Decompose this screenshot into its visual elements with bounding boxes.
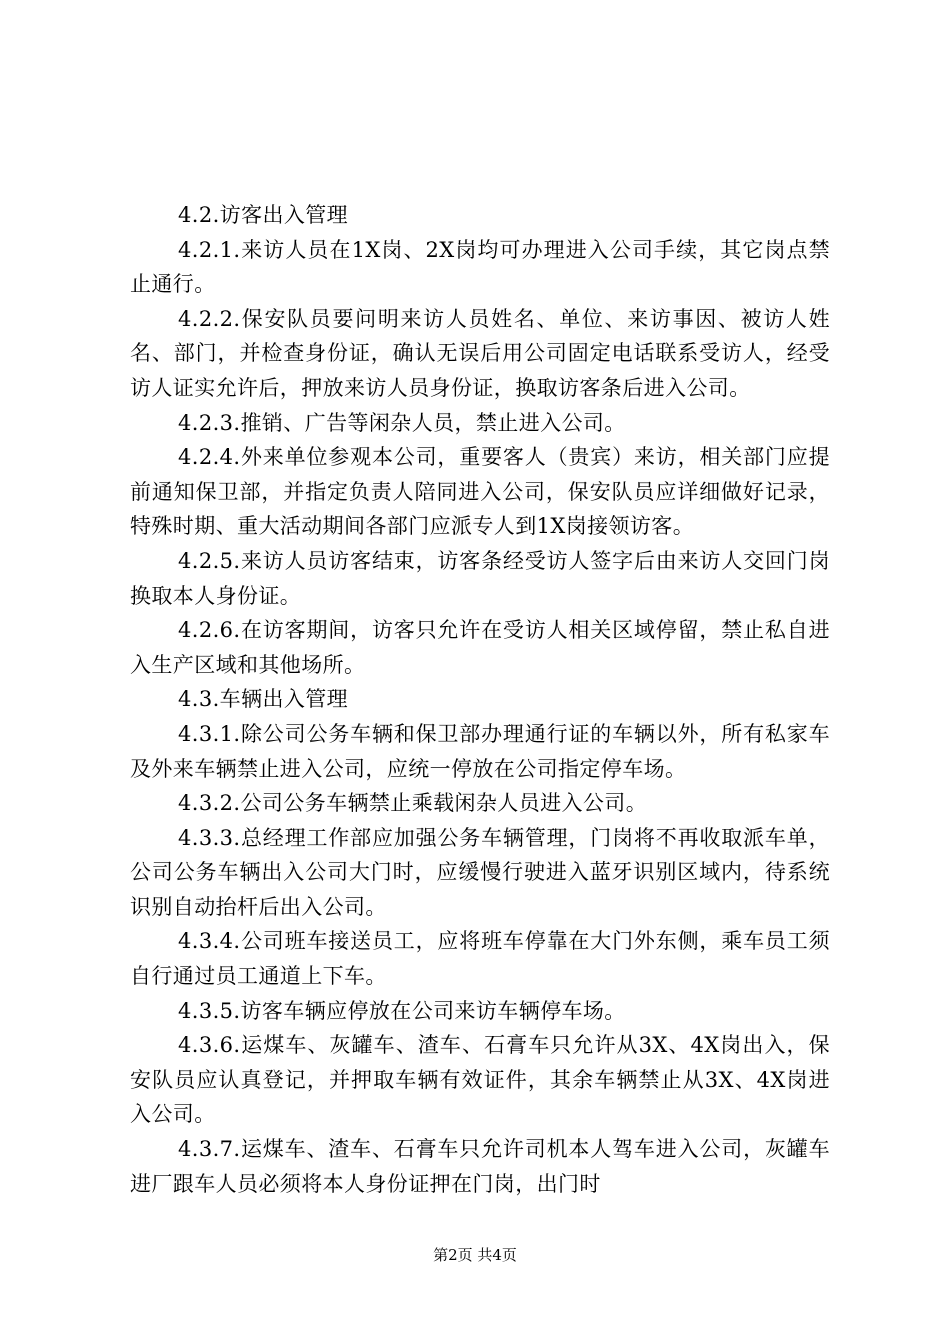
paragraph-4-2-6: 4.2.6.在访客期间，访客只允许在受访人相关区域停留，禁止私自进入生产区域和其他场所。 xyxy=(130,618,830,677)
section-heading-4-3: 4.3.车辆出入管理 xyxy=(178,687,349,712)
paragraph-4-3-5: 4.3.5.访客车辆应停放在公司来访车辆停车场。 xyxy=(178,998,626,1023)
page-number-footer: 第2页 共4页 xyxy=(433,1246,517,1264)
paragraph-4-2-2: 4.2.2.保安队员要问明来访人员姓名、单位、来访事因、被访人姓名、部门，并检查身份证，确认无误后用公司固定电话联系受访人，经受访人证实允许后，押放来访人员身份证，换取访客条后进入公司。 xyxy=(130,306,830,400)
paragraph-4-3-1: 4.3.1.除公司公务车辆和保卫部办理通行证的车辆以外，所有私家车及外来车辆禁止进入公司，应统一停放在公司指定停车场。 xyxy=(130,721,830,781)
paragraph-4-3-2: 4.3.2.公司公务车辆禁止乘载闲杂人员进入公司。 xyxy=(178,791,648,816)
paragraph-4-2-1: 4.2.1.来访人员在1X岗、2X岗均可办理进入公司手续，其它岗点禁止通行。 xyxy=(130,237,830,297)
paragraph-4-3-4: 4.3.4.公司班车接送员工，应将班车停靠在大门外东侧，乘车员工须自行通过员工通道上下车。 xyxy=(130,929,830,989)
section-heading-4-2: 4.2.访客出入管理 xyxy=(178,203,349,227)
paragraph-4-2-5: 4.2.5.来访人员访客结束，访客条经受访人签字后由来访人交回门岗换取本人身份证。 xyxy=(130,548,830,608)
paragraph-4-3-3: 4.3.3.总经理工作部应加强公务车辆管理，门岗将不再收取派车单，公司公务车辆出入公司大门时，应缓慢行驶进入蓝牙识别区域内，待系统识别自动抬杆后出入公司。 xyxy=(130,825,830,919)
paragraph-4-3-7: 4.3.7.运煤车、渣车、石膏车只允许司机本人驾车进入公司，灰罐车进厂跟车人员必须将本人身份证押在门岗，出门时 xyxy=(130,1137,830,1196)
paragraph-4-2-4: 4.2.4.外来单位参观本公司，重要客人（贵宾）来访，相关部门应提前通知保卫部，并指定负责人陪同进入公司，保安队员应详细做好记录，特殊时期、重大活动期间各部门应派专人到1X岗接领访客。 xyxy=(130,445,830,539)
document-body xyxy=(130,198,830,1201)
paragraph-4-3-6: 4.3.6.运煤车、灰罐车、渣车、石膏车只允许从3X、4X岗出入，保安队员应认真登记，并押取车辆有效证件，其余车辆禁止从3X、4X岗进入公司。 xyxy=(130,1033,830,1127)
paragraph-4-2-3: 4.2.3.推销、广告等闲杂人员，禁止进入公司。 xyxy=(178,410,626,435)
